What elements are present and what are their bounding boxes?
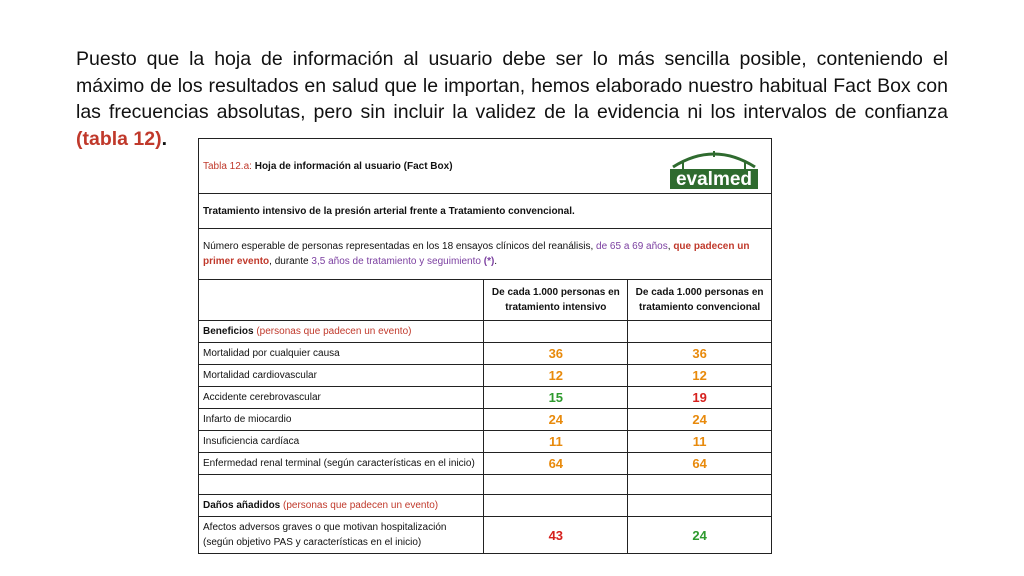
population-duration: 3,5 años de tratamiento y seguimiento [311,256,481,267]
row-label: Infarto de miocardio [199,409,484,431]
table-number: Tabla 12.a: [203,160,252,172]
svg-text:evalmed: evalmed [675,169,753,190]
harms-header [199,495,484,517]
header-empty-cell [199,280,484,321]
empty-cell [484,495,628,517]
value-conventional: 36 [628,343,772,365]
row-label: Mortalidad por cualquier causa [199,343,484,365]
value-conventional: 24 [628,517,772,554]
value-intensive: 12 [484,365,628,387]
harms-header-row [199,495,772,517]
fact-box-table [198,138,772,554]
population-end: . [494,256,498,267]
value-intensive: 24 [484,409,628,431]
spacer-row [199,475,772,495]
table-row [199,365,772,387]
value-intensive: 64 [484,453,628,475]
intro-text: Puesto que la hoja de información al usuario debe ser lo más sencilla posible, conteniendo el máximo de los resultados en salud que le importan, hemos elaborado nuestro habitual Fact Box con las frecuencias absolutas, pero sin incluir la validez de la evidencia ni los intervalos de confianza [76,48,948,123]
row-label: Enfermedad renal terminal (según características en el inicio) [199,453,484,475]
column-header-row [199,280,772,321]
value-intensive: 36 [484,343,628,365]
table-row [199,431,772,453]
value-conventional: 11 [628,431,772,453]
empty-cell [628,321,772,343]
row-label: Afectos adversos graves o que motivan hospitalización (según objetivo PAS y características en el inicio) [199,517,484,554]
row-label: Accidente cerebrovascular [199,387,484,409]
subtitle-row [199,194,772,229]
table-row [199,409,772,431]
benefits-header-row [199,321,772,343]
harms-note: (personas que padecen un evento) [280,500,439,511]
intro-paragraph [76,46,948,152]
harms-label: Daños añadidos [203,500,281,511]
empty-cell [628,495,772,517]
table-reference: (tabla 12) [76,127,162,150]
value-intensive: 15 [484,387,628,409]
table-row [199,387,772,409]
value-conventional: 64 [628,453,772,475]
row-label: Insuficiencia cardíaca [199,431,484,453]
title-row [199,139,772,194]
table-subtitle: Tratamiento intensivo de la presión arterial frente a Tratamiento convencional. [199,194,772,229]
empty-cell [628,475,772,495]
empty-cell [484,321,628,343]
intro-period: . [161,127,168,150]
benefits-label: Beneficios [203,326,254,337]
benefits-header [199,321,484,343]
population-first-event: que padecen un primer evento [203,241,750,267]
population-row [199,229,772,280]
table-row [199,343,772,365]
population-description [199,229,772,280]
population-note: (*) [483,256,495,267]
table-row [199,517,772,554]
evalmed-logo [667,145,761,191]
value-conventional: 19 [628,387,772,409]
population-during: , durante [269,256,312,267]
population-ages: de 65 a 69 años [596,241,668,252]
value-intensive: 11 [484,431,628,453]
value-intensive: 43 [484,517,628,554]
benefits-note: (personas que padecen un evento) [253,326,412,337]
population-text: Número esperable de personas representadas en los 18 ensayos clínicos del reanálisis, [203,241,597,252]
value-conventional: 12 [628,365,772,387]
empty-cell [199,475,484,495]
table-title-cell [199,139,772,194]
row-label: Mortalidad cardiovascular [199,365,484,387]
header-intensive: De cada 1.000 personas en tratamiento intensivo [484,280,628,321]
population-sep: , [667,241,674,252]
table-title: Hoja de información al usuario (Fact Box) [251,160,453,172]
table-row [199,453,772,475]
header-conventional: De cada 1.000 personas en tratamiento convencional [628,280,772,321]
empty-cell [484,475,628,495]
value-conventional: 24 [628,409,772,431]
